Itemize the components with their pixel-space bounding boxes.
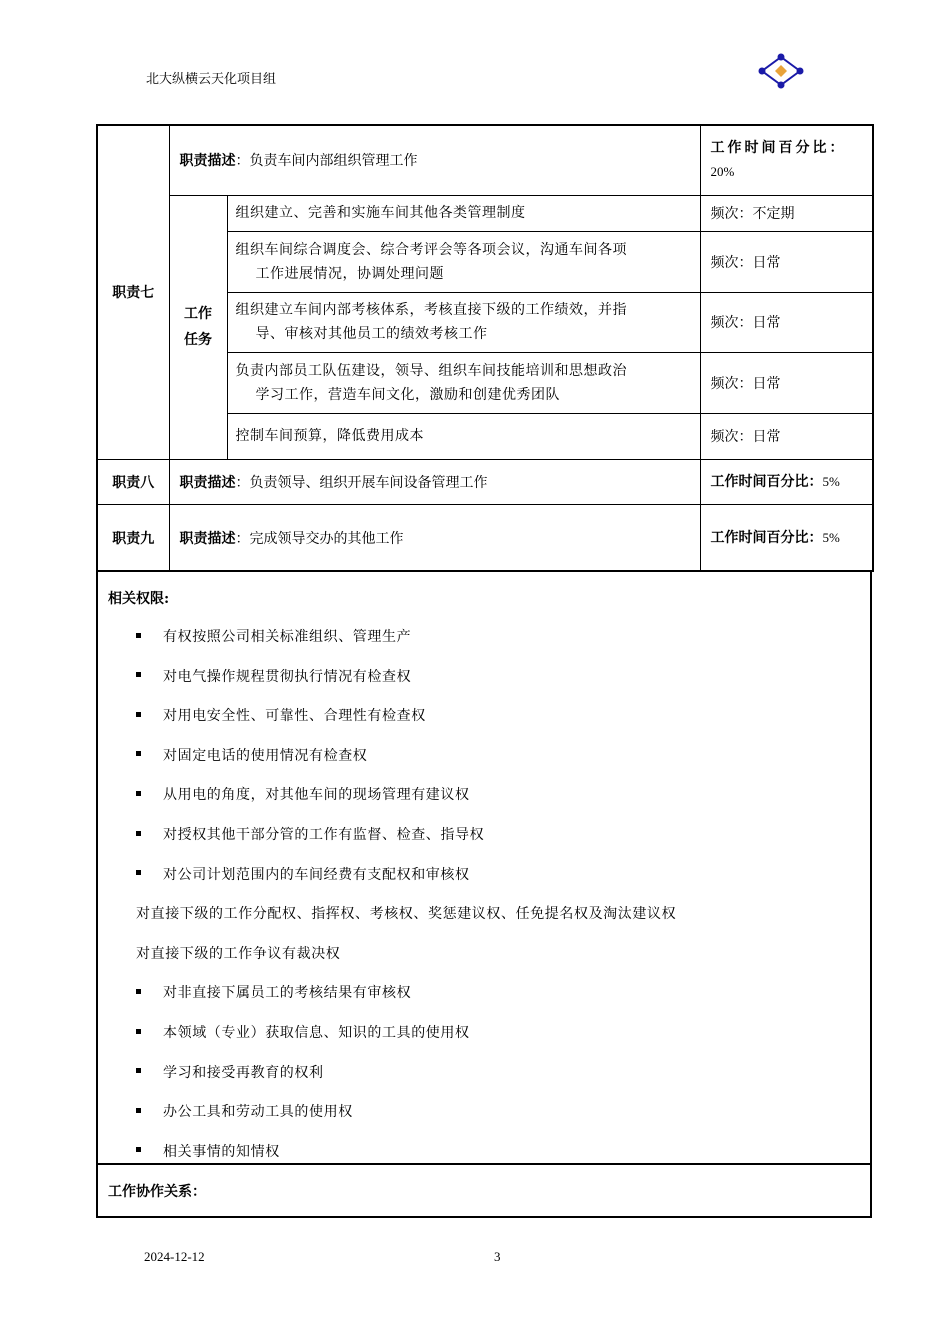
duty7-task-4: 负责内部员工队伍建设，领导、组织车间技能培训和思想政治 学习工作，营造车间文化，激励和创建优秀团队 (227, 352, 700, 413)
duty7-task-2-freq: 频次：日常 (700, 231, 873, 292)
duty9-description (169, 504, 700, 571)
duty7-pct-label: 工作时间百分比： (710, 140, 847, 157)
bullet-icon (136, 672, 141, 677)
rights-item-text: 本领域（专业）获取信息、知识的工具的使用权 (163, 1025, 470, 1041)
duty7-task-3: 组织建立车间内部考核体系，考核直接下级的工作绩效，并指 导、审核对其他员工的绩效考核工作 (227, 292, 700, 352)
duty7-task-2: 组织车间综合调度会、综合考评会等各项会议，沟通车间各项 工作进展情况，协调处理问题 (227, 231, 700, 292)
bullet-icon (136, 831, 141, 836)
duty7-description (169, 125, 700, 195)
bullet-icon (136, 751, 141, 756)
rights-item (136, 784, 470, 804)
duties-table (96, 124, 874, 572)
rights-item-text: 对电气操作规程贯彻执行情况有检查权 (163, 668, 412, 685)
duty8-label: 职责八 (97, 459, 169, 504)
rights-item (136, 864, 470, 884)
duty7-task-5: 控制车间预算，降低费用成本 (227, 413, 700, 459)
bullet-icon (136, 712, 141, 717)
rights-item-text: 办公工具和劳动工具的使用权 (163, 1104, 353, 1121)
rights-item (136, 1101, 353, 1121)
cooperation-section (96, 1163, 872, 1218)
cooperation-title: 工作协作关系： (108, 1184, 206, 1200)
rights-item (136, 982, 411, 1002)
rights-item-text: 对直接下级的工作分配权、指挥权、考核权、奖惩建议权、任免提名权及淘汰建议权 (136, 906, 677, 923)
duty7-desc-label: 职责描述 (179, 153, 236, 170)
rights-title: 相关权限: (108, 591, 170, 607)
task-label-line1: 工作 (184, 306, 212, 322)
duty9-pct-value: 5% (822, 529, 840, 545)
bullet-icon (136, 989, 141, 994)
rights-item (136, 1141, 280, 1161)
rights-item-text: 对公司计划范围内的车间经费有支配权和审核权 (163, 866, 470, 883)
rights-item-text: 对授权其他干部分管的工作有监督、检查、指导权 (163, 827, 485, 843)
rights-item (136, 705, 426, 725)
bullet-icon (136, 1108, 141, 1113)
duty7-task-4-freq: 频次：日常 (700, 352, 873, 413)
rights-item (136, 1022, 470, 1042)
duty9-desc-label: 职责描述 (179, 530, 236, 547)
duty7-percentage (700, 125, 873, 195)
duty7-label: 职责七 (97, 125, 169, 459)
footer-date: 2024-12-12 (144, 1249, 205, 1264)
duty7-task-5-freq: 频次：日常 (700, 413, 873, 459)
duty7-desc-text: ：负责车间内部组织管理工作 (235, 153, 418, 170)
duty8-pct-value: 5% (822, 473, 840, 489)
duty7-task-1: 组织建立、完善和实施车间其他各类管理制度 (227, 195, 700, 231)
duty8-desc-text: ：负责领导、组织开展车间设备管理工作 (235, 474, 488, 491)
duty7-task-3-freq: 频次：日常 (700, 292, 873, 352)
bullet-icon (136, 870, 141, 875)
rights-item-text: 有权按照公司相关标准组织、管理生产 (163, 629, 412, 645)
company-logo-icon (756, 52, 806, 90)
header-org: 北大纵横云天化项目组 (146, 71, 277, 86)
duty9-pct-label: 工作时间百分比： (710, 529, 823, 546)
duty9-desc-text: ：完成领导交办的其他工作 (235, 530, 404, 547)
rights-item-text: 从用电的角度，对其他车间的现场管理有建议权 (163, 787, 470, 804)
task-label-line2: 任务 (184, 332, 212, 348)
rights-item (136, 824, 484, 844)
duty8-percentage (700, 459, 873, 504)
rights-item (136, 666, 411, 686)
bullet-icon (136, 633, 141, 638)
rights-item (136, 1062, 324, 1082)
rights-item-text: 对直接下级的工作争议有裁决权 (136, 945, 341, 962)
bullet-icon (136, 1029, 141, 1034)
duty7-task-label (169, 195, 227, 459)
rights-item (136, 943, 340, 963)
rights-item-text: 对固定电话的使用情况有检查权 (163, 747, 368, 764)
rights-item (136, 745, 367, 765)
duty8-desc-label: 职责描述 (179, 474, 236, 491)
bullet-icon (136, 791, 141, 796)
rights-item (136, 626, 411, 646)
duty8-pct-label: 工作时间百分比： (710, 473, 823, 490)
rights-item-text: 相关事情的知情权 (163, 1143, 280, 1160)
rights-item-text: 对非直接下属员工的考核结果有审核权 (163, 985, 412, 1002)
rights-item-text: 对用电安全性、可靠性、合理性有检查权 (163, 708, 426, 725)
duty9-percentage (700, 504, 873, 571)
rights-section (96, 570, 872, 1166)
bullet-icon (136, 1147, 141, 1152)
duty9-label: 职责九 (97, 504, 169, 571)
duty8-description (169, 459, 700, 504)
page-number: 3 (494, 1249, 501, 1264)
duty7-pct-value: 20% (710, 164, 735, 180)
duty7-task-1-freq: 频次：不定期 (700, 195, 873, 231)
rights-item-text: 学习和接受再教育的权利 (163, 1064, 324, 1081)
bullet-icon (136, 1068, 141, 1073)
rights-item (136, 903, 676, 923)
